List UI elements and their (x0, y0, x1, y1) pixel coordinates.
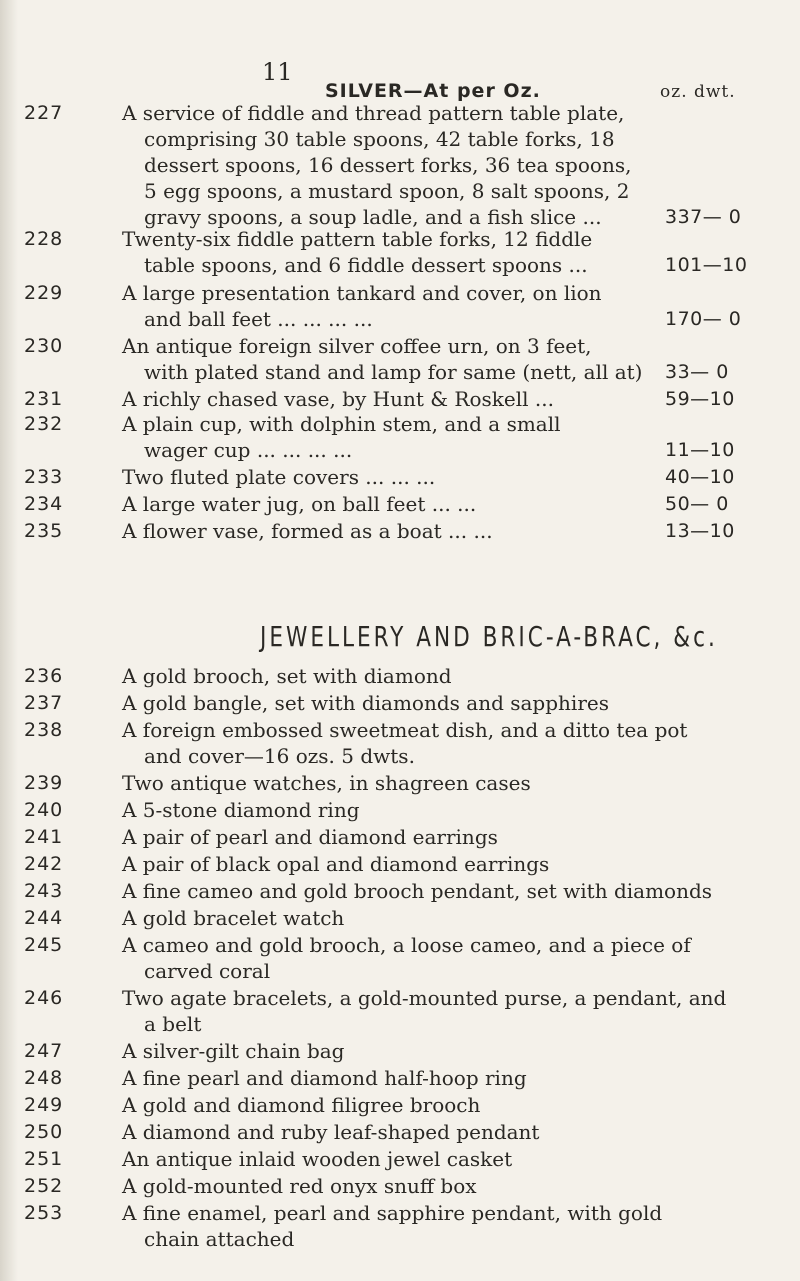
lot-description-line: A 5-stone diamond ring (122, 798, 360, 822)
lot-number: 232 (24, 413, 64, 435)
silver-section-heading: SILVER—At per Oz. (325, 80, 541, 102)
price-units-header: oz. dwt. (660, 82, 736, 102)
lot-description (122, 1119, 762, 1145)
lot-description-line: Two fluted plate covers ... ... ... (122, 465, 436, 489)
lot-number: 248 (24, 1067, 64, 1089)
lot-price: 170— 0 (665, 308, 742, 330)
lot-description (122, 878, 762, 904)
lot-number: 243 (24, 880, 64, 902)
lot-description (122, 797, 762, 823)
jewellery-section-heading: JEWELLERY AND BRIC-A-BRAC, &c. (260, 620, 718, 654)
page-number: 11 (262, 58, 293, 86)
lot-description-line: and ball feet ... ... ... ... (144, 307, 373, 331)
lot-number: 249 (24, 1094, 64, 1116)
lot-description-line: A gold and diamond filigree brooch (122, 1093, 481, 1117)
lot-number: 239 (24, 772, 64, 794)
lot-description-line: A fine pearl and diamond half-hoop ring (122, 1066, 527, 1090)
lot-description-line: A foreign embossed sweetmeat dish, and a ditto tea pot (122, 718, 688, 742)
lot-description (122, 690, 762, 716)
lot-number: 236 (24, 665, 64, 687)
lot-description-line: A gold-mounted red onyx snuff box (122, 1174, 477, 1198)
lot-number: 242 (24, 853, 64, 875)
lot-description-line: A fine enamel, pearl and sapphire pendant, with gold (122, 1201, 663, 1225)
lot-description (122, 932, 762, 984)
lot-price: 337— 0 (665, 206, 742, 228)
lot-description-line: A pair of black opal and diamond earrings (122, 852, 550, 876)
lot-description-line: a belt (144, 1012, 202, 1036)
lot-description-line: chain attached (144, 1227, 295, 1251)
lot-description (122, 663, 762, 689)
lot-number: 250 (24, 1121, 64, 1143)
lot-price: 11—10 (665, 439, 735, 461)
lot-description-line: carved coral (144, 959, 271, 983)
lot-number: 237 (24, 692, 64, 714)
lot-number: 252 (24, 1175, 64, 1197)
lot-number: 240 (24, 799, 64, 821)
lot-description-line: dessert spoons, 16 dessert forks, 36 tea spoons, (144, 153, 632, 177)
lot-description-line: A large water jug, on ball feet ... ... (122, 492, 477, 516)
lot-number: 228 (24, 228, 64, 250)
lot-number: 231 (24, 388, 64, 410)
lot-description-line: 5 egg spoons, a mustard spoon, 8 salt spoons, 2 (144, 179, 630, 203)
lot-number: 234 (24, 493, 64, 515)
lot-price: 40—10 (665, 466, 735, 488)
lot-description (122, 717, 762, 769)
lot-number: 246 (24, 987, 64, 1009)
lot-description (122, 1173, 762, 1199)
lot-description (122, 851, 762, 877)
lot-description-line: A plain cup, with dolphin stem, and a small (122, 412, 561, 436)
lot-description-line: comprising 30 table spoons, 42 table forks, 18 (144, 127, 615, 151)
lot-description-line: A fine cameo and gold brooch pendant, set with diamonds (122, 879, 713, 903)
lot-price: 13—10 (665, 520, 735, 542)
lot-description-line: A richly chased vase, by Hunt & Roskell ... (122, 387, 554, 411)
lot-number: 253 (24, 1202, 64, 1224)
lot-description-line: wager cup ... ... ... ... (144, 438, 353, 462)
lot-description (122, 1065, 762, 1091)
lot-number: 244 (24, 907, 64, 929)
lot-description-line: A large presentation tankard and cover, on lion (122, 281, 602, 305)
lot-description-line: gravy spoons, a soup ladle, and a fish slice ... (144, 205, 602, 229)
lot-description (122, 770, 762, 796)
lot-description-line: Two antique watches, in shagreen cases (122, 771, 531, 795)
lot-description-line: and cover—16 ozs. 5 dwts. (144, 744, 415, 768)
lot-description-line: A gold bracelet watch (122, 906, 345, 930)
lot-description-line: with plated stand and lamp for same (nett, all at) (144, 360, 643, 384)
lot-description-line: A gold bangle, set with diamonds and sapphires (122, 691, 609, 715)
lot-number: 230 (24, 335, 64, 357)
lot-description-line: Twenty-six fiddle pattern table forks, 12 fiddle (122, 227, 593, 251)
lot-description (122, 1092, 762, 1118)
lot-description (122, 985, 762, 1037)
lot-price: 101—10 (665, 254, 748, 276)
lot-description-line: A pair of pearl and diamond earrings (122, 825, 498, 849)
lot-number: 235 (24, 520, 64, 542)
lot-description-line: Two agate bracelets, a gold-mounted purse, a pendant, and (122, 986, 727, 1010)
lot-number: 247 (24, 1040, 64, 1062)
lot-number: 238 (24, 719, 64, 741)
lot-description (122, 905, 762, 931)
lot-description (122, 824, 762, 850)
lot-number: 229 (24, 282, 64, 304)
lot-number: 241 (24, 826, 64, 848)
lot-description (122, 1038, 762, 1064)
lot-description-line: table spoons, and 6 fiddle dessert spoons ... (144, 253, 588, 277)
lot-number: 251 (24, 1148, 64, 1170)
page-edge-shadow (0, 0, 18, 1281)
lot-number: 245 (24, 934, 64, 956)
lot-description-line: A diamond and ruby leaf-shaped pendant (122, 1120, 540, 1144)
lot-price: 59—10 (665, 388, 735, 410)
lot-description-line: An antique foreign silver coffee urn, on 3 feet, (122, 334, 592, 358)
lot-description-line: A gold brooch, set with diamond (122, 664, 452, 688)
lot-price: 33— 0 (665, 361, 729, 383)
lot-description-line: A cameo and gold brooch, a loose cameo, and a piece of (122, 933, 691, 957)
lot-description-line: A silver-gilt chain bag (122, 1039, 345, 1063)
lot-description-line: A service of fiddle and thread pattern table plate, (122, 101, 625, 125)
lot-description-line: A flower vase, formed as a boat ... ... (122, 519, 493, 543)
lot-price: 50— 0 (665, 493, 729, 515)
lot-number: 233 (24, 466, 64, 488)
lot-description (122, 1146, 762, 1172)
lot-description (122, 1200, 762, 1252)
lot-number: 227 (24, 102, 64, 124)
lot-description-line: An antique inlaid wooden jewel casket (122, 1147, 513, 1171)
